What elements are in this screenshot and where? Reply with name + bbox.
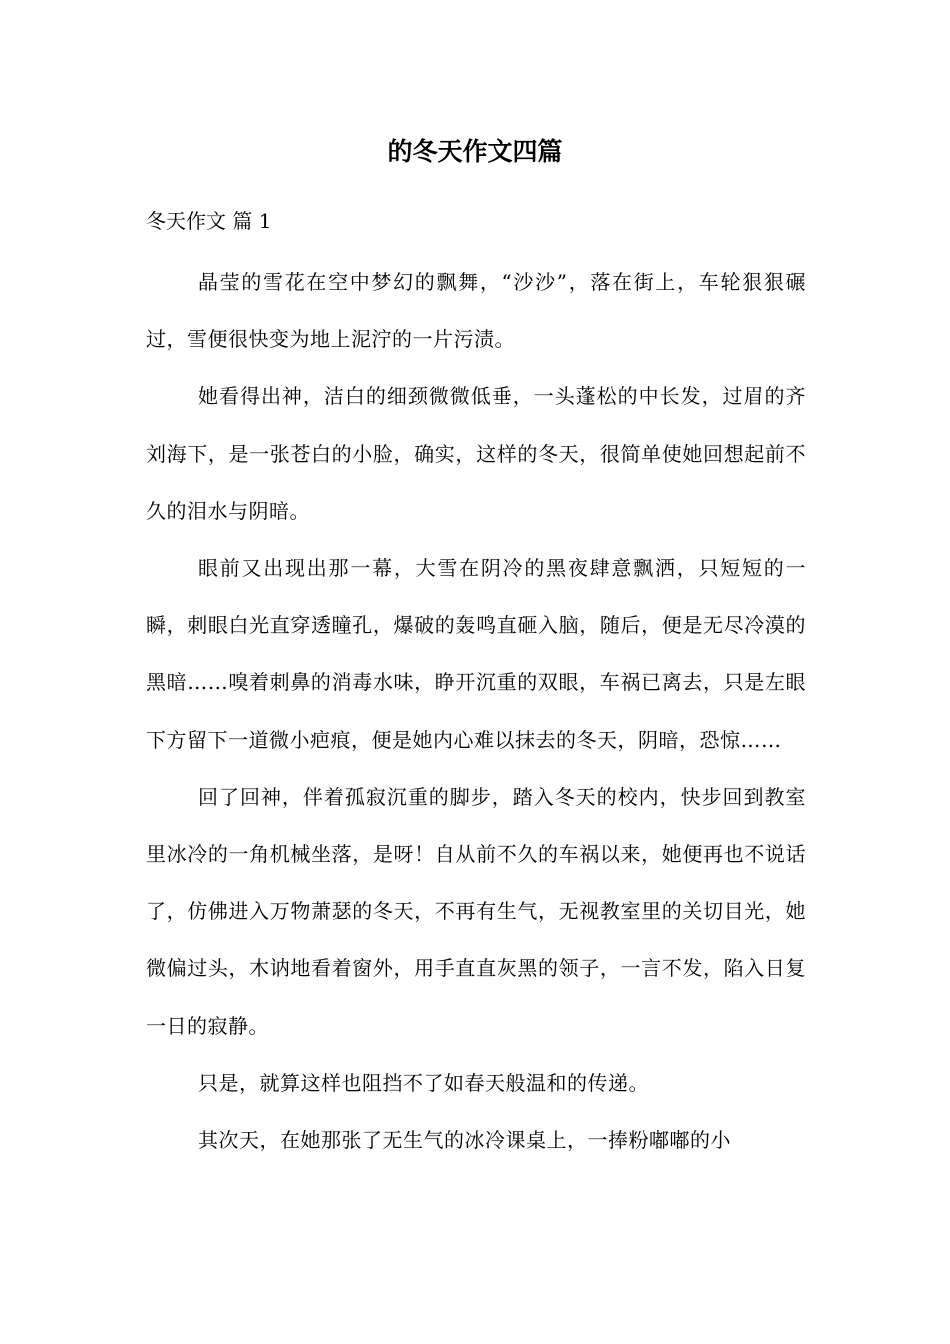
document-title: 的冬天作文四篇: [387, 137, 563, 166]
section-heading: 冬天作文 篇 1: [146, 209, 272, 233]
paragraph-2: 她看得出神，洁白的细颈微微低垂，一头蓬松的中长发，过眉的齐刘海下，是一张苍白的小脸，确实，这样的冬天，很简单使她回想起前不久的泪水与阴暗。: [146, 384, 806, 523]
paragraph-1: 晶莹的雪花在空中梦幻的飘舞，“沙沙”，落在街上，车轮狠狠碾过，雪便很快变为地上泥泞的一片污渍。: [146, 270, 806, 352]
paragraph-5: 只是，就算这样也阻挡不了如春天般温和的传递。: [198, 1070, 649, 1095]
paragraph-3: 眼前又出现出那一幕，大雪在阴冷的黑夜肆意飘洒，只短短的一瞬，刺眼白光直穿透瞳孔，爆破的轰鸣直砸入脑，随后，便是无尽冷漠的黑暗……嗅着刺鼻的消毒水味，睁开沉重的双眼，车祸已离去，只是左眼下方留下一道微小疤痕，便是她内心难以抹去的冬天，阴暗，恐惊……: [146, 556, 806, 752]
document-body: [146, 254, 806, 1169]
paragraph-4: 回了回神，伴着孤寂沉重的脚步，踏入冬天的校内，快步回到教室里冰冷的一角机械坐落，是呀！自从前不久的车祸以来，她便再也不说话了，仿佛进入万物萧瑟的冬天，不再有生气，无视教室里的关切目光，她微偏过头，木讷地看着窗外，用手直直灰黑的领子，一言不发，陷入日复一日的寂静。: [146, 784, 806, 1038]
paragraph-6: 其次天，在她那张了无生气的冰冷课桌上，一捧粉嘟嘟的小: [198, 1128, 731, 1153]
